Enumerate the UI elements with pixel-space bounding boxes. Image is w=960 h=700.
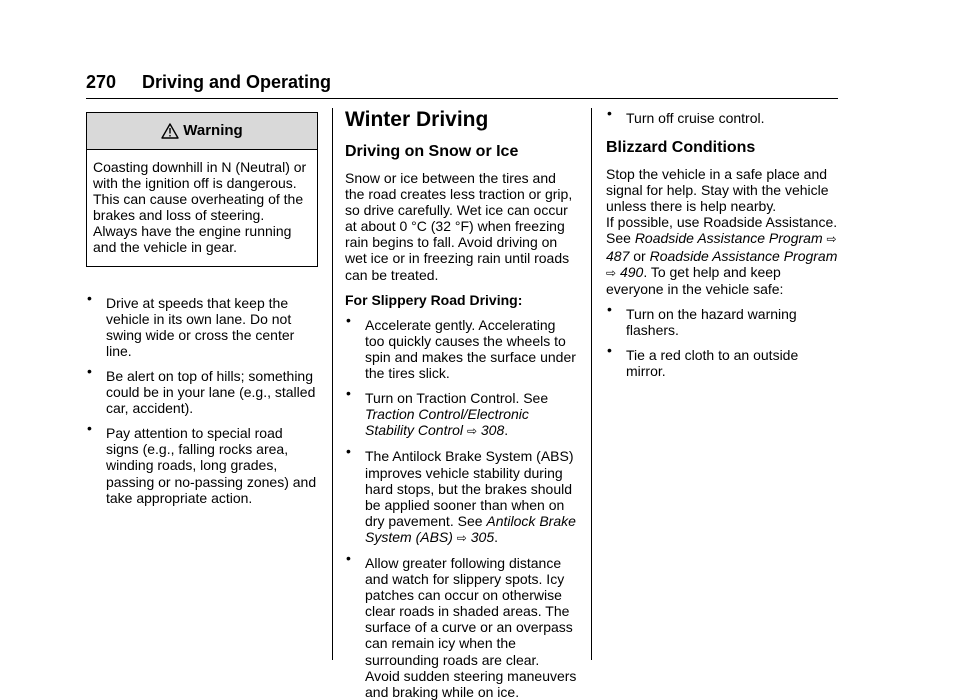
roadside-assistance-link[interactable]: Roadside Assistance Program xyxy=(634,230,823,247)
list-item: • Turn on Traction Control. See Traction Control/Electronic Stability Control ⇨ 308. xyxy=(346,385,549,439)
bullet-icon: • xyxy=(346,443,351,460)
paragraph-text: If possible, use Roadside Assistance. See xyxy=(606,214,838,247)
list-item-text: Tie a red cloth to an outside mirror. xyxy=(626,347,799,380)
bullet-icon: • xyxy=(346,311,351,328)
column-1 xyxy=(86,112,318,515)
list-item-text: Accelerate gently. Accelerating too quickly causes the wheels to spin and makes the surface under the tires slick. xyxy=(365,316,576,382)
list-item xyxy=(86,420,318,506)
page-ref-number[interactable]: 305 xyxy=(470,528,495,545)
column-divider-right xyxy=(591,108,592,660)
paragraph-text: or xyxy=(629,247,650,264)
bullet-icon: • xyxy=(607,342,612,359)
list-item xyxy=(86,362,318,417)
list-item xyxy=(606,300,838,338)
bullet-icon: • xyxy=(607,300,612,317)
page-ref-number[interactable]: 487 xyxy=(606,247,630,264)
list-item xyxy=(345,311,577,382)
list-item-text: Turn off cruise control. xyxy=(626,110,765,126)
page-ref-arrow-icon: ⇨ xyxy=(826,232,837,247)
page-header xyxy=(86,72,331,93)
list-item-text: Allow greater following distance and watch for slippery spots. Icy patches can occur on otherwise clear roads in shaded areas. The surface of a curve or an overpass can remain icy when the surrounding roads are clear. Avoid sudden steering maneuvers and braking while on ice. xyxy=(365,554,577,700)
warning-title: Warning xyxy=(183,121,243,139)
list-item xyxy=(606,105,838,126)
page-ref-number[interactable]: 308 xyxy=(480,422,505,439)
list-item: • The Antilock Brake System (ABS) improves vehicle stability during hard stops, but the brakes should be applied sooner than when on dry pavement. See Antilock Brake System (ABS) ⇨ 305. xyxy=(346,443,576,545)
traction-control-link[interactable]: Traction Control/Electronic Stability Control xyxy=(365,406,529,439)
list-item-text: Turn on the hazard warning flashers. xyxy=(626,305,797,338)
page-title: Driving and Operating xyxy=(142,72,332,92)
list-item-text: Drive at speeds that keep the vehicle in its own lane. Do not swing wide or cross the center line. xyxy=(106,294,295,359)
winter-list-continued xyxy=(606,105,838,126)
list-item xyxy=(606,342,838,380)
subsection-heading-snow: Driving on Snow or Ice xyxy=(345,143,519,160)
header-rule xyxy=(86,98,838,99)
page-ref-arrow-icon: ⇨ xyxy=(466,424,477,439)
list-item-text: The Antilock Brake System (ABS) improves vehicle stability during hard stops, but the brakes should be applied sooner than when on dry pavement. See xyxy=(365,448,574,529)
bullet-icon: • xyxy=(87,420,92,437)
warning-box xyxy=(86,112,318,267)
blizzard-paragraph-2 xyxy=(606,214,838,296)
slippery-road-label: For Slippery Road Driving: xyxy=(345,291,523,308)
paragraph-text: . To get help and keep everyone in the vehicle safe: xyxy=(606,263,784,297)
abs-link[interactable]: Antilock Brake System (ABS) xyxy=(365,512,576,545)
driving-tips-list xyxy=(86,289,318,506)
list-item xyxy=(345,549,577,700)
section-title: Winter Driving xyxy=(345,108,489,131)
warning-triangle-icon xyxy=(161,123,179,139)
list-item-text: Be alert on top of hills; something could be in your lane (e.g., stalled car, accident). xyxy=(106,367,316,417)
bullet-icon: • xyxy=(346,549,351,566)
bullet-icon: • xyxy=(607,105,612,121)
blizzard-list xyxy=(606,300,838,380)
warning-header xyxy=(87,113,317,150)
column-3 xyxy=(606,105,838,388)
warning-text: Coasting downhill in N (Neutral) or with the ignition off is dangerous. This can cause overheating of the brakes and loss of steering. Always have the engine running and the vehicle in gear. xyxy=(93,159,307,256)
snow-paragraph: Snow or ice between the tires and the road creates less traction or grip, so drive carefully. Wet ice can occur at about 0 °C (32 °F) when freezing rain begins to fall. Avoid driving on wet ice or in freezing rain until roads can be treated. xyxy=(345,170,573,283)
list-item xyxy=(86,289,318,359)
column-2 xyxy=(345,106,577,700)
list-item-text: Pay attention to special road signs (e.g., falling rocks area, winding roads, long grades, passing or no-passing zones) and take appropriate action. xyxy=(106,425,317,506)
bullet-icon: • xyxy=(87,289,92,306)
page-ref-arrow-icon: ⇨ xyxy=(606,265,617,280)
bullet-icon: • xyxy=(346,385,351,402)
blizzard-paragraph-1: Stop the vehicle in a safe place and signal for help. Stay with the vehicle unless there is help nearby. xyxy=(606,166,829,215)
subsection-heading-blizzard: Blizzard Conditions xyxy=(606,139,756,157)
page-ref-number[interactable]: 490 xyxy=(619,263,644,280)
page-number: 270 xyxy=(86,72,117,92)
bullet-icon: • xyxy=(87,362,92,379)
roadside-assistance-link-2[interactable]: Roadside Assistance Program xyxy=(649,247,838,264)
list-item-text: Turn on Traction Control. See xyxy=(365,390,549,407)
page-ref-arrow-icon: ⇨ xyxy=(456,530,467,545)
slippery-road-list xyxy=(345,311,577,700)
column-divider-left xyxy=(332,108,333,660)
